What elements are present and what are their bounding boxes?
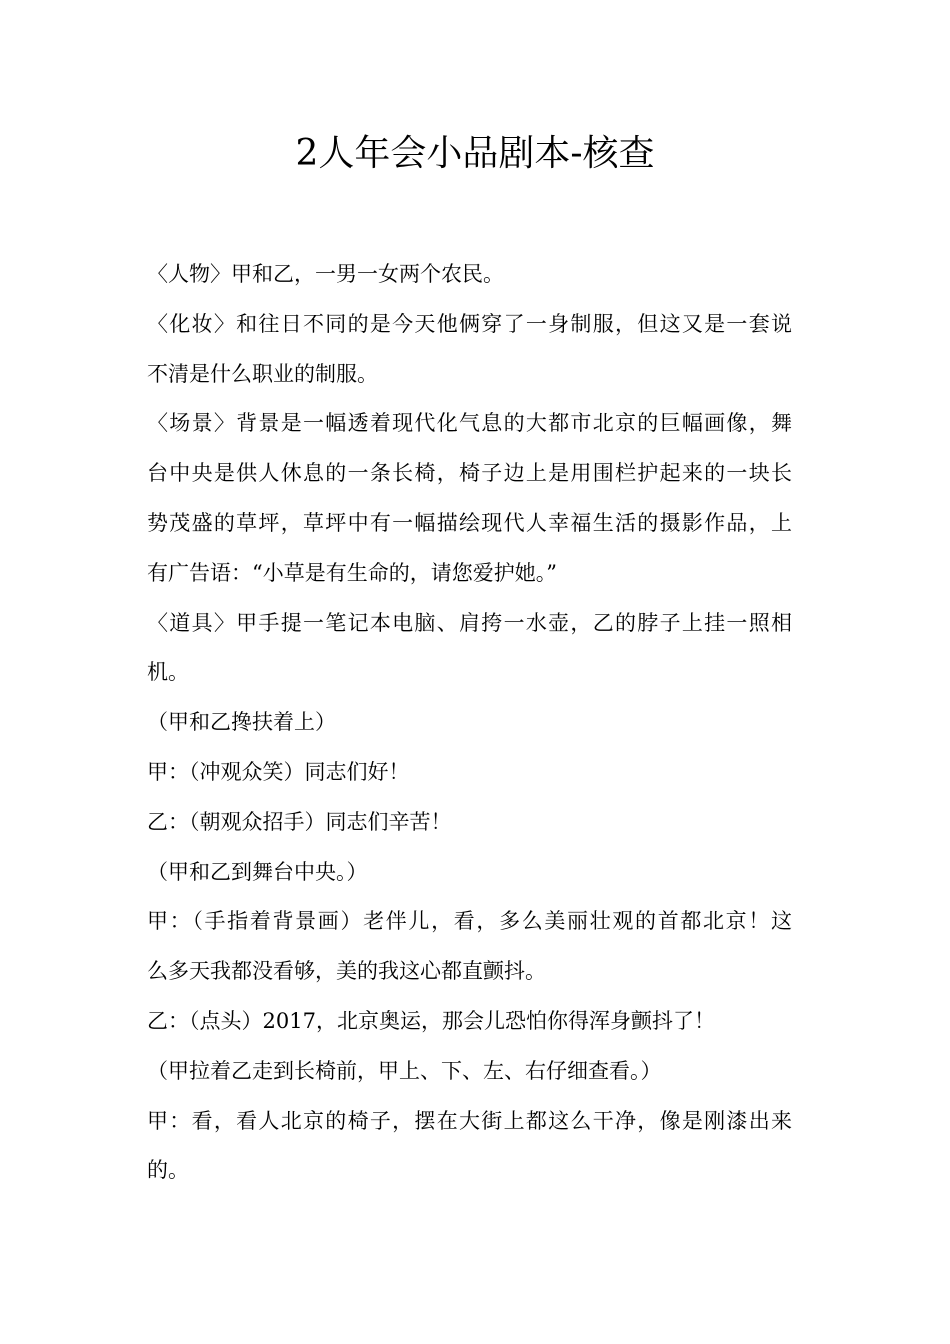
paragraph <box>147 1097 797 1197</box>
text-line: 甲：看，看人北京的椅子，摆在大街上都这么干净，像是刚漆出来 <box>147 1108 792 1133</box>
text-line: 〈化妆〉和往日不同的是今天他俩穿了一身制服，但这又是一套说 <box>147 311 792 336</box>
text-line: 不清是什么职业的制服。 <box>147 361 378 386</box>
paragraph <box>147 599 797 699</box>
text-line: 势茂盛的草坪，草坪中有一幅描绘现代人幸福生活的摄影作品，上 <box>147 510 792 535</box>
text-line: 甲：（手指着背景画）老伴儿，看，多么美丽壮观的首都北京！这 <box>147 909 792 934</box>
paragraph <box>147 1047 797 1097</box>
text-line: （甲和乙到舞台中央。） <box>147 859 368 884</box>
paragraph <box>147 798 797 848</box>
text-line: 台中央是供人休息的一条长椅，椅子边上是用围栏护起来的一块长 <box>147 461 792 486</box>
text-line: 〈场景〉背景是一幅透着现代化气息的大都市北京的巨幅画像，舞 <box>147 411 792 436</box>
text-line: 〈人物〉甲和乙，一男一女两个农民。 <box>147 262 504 286</box>
paragraph <box>147 848 797 898</box>
paragraph <box>147 748 797 798</box>
text-line: 甲：（冲观众笑）同志们好！ <box>147 759 410 784</box>
text-line: 机。 <box>147 660 189 685</box>
text-line: 的。 <box>147 1158 189 1183</box>
text-line: 有广告语：“小草是有生命的，请您爱护她。” <box>147 560 557 585</box>
paragraph <box>147 897 797 997</box>
text-line: 么多天我都没看够，美的我这心都直颤抖。 <box>147 959 546 984</box>
text-line: 〈道具〉甲手提一笔记本电脑、肩挎一水壶，乙的脖子上挂一照相 <box>147 610 792 635</box>
paragraph <box>147 399 797 598</box>
document-title: 2人年会小品剧本-核查 <box>295 133 655 174</box>
document-body <box>147 250 797 1196</box>
text-line: 乙：（朝观众招手）同志们辛苦！ <box>147 809 452 834</box>
paragraph <box>147 250 797 300</box>
paragraph <box>147 997 797 1047</box>
text-line: （甲拉着乙走到长椅前，甲上、下、左、右仔细查看。） <box>147 1058 662 1083</box>
paragraph <box>147 698 797 748</box>
text-line: 乙：（点头）2017，北京奥运，那会儿恐怕你得浑身颤抖了！ <box>147 1008 715 1033</box>
paragraph <box>147 300 797 400</box>
text-line: （甲和乙搀扶着上） <box>147 710 336 735</box>
